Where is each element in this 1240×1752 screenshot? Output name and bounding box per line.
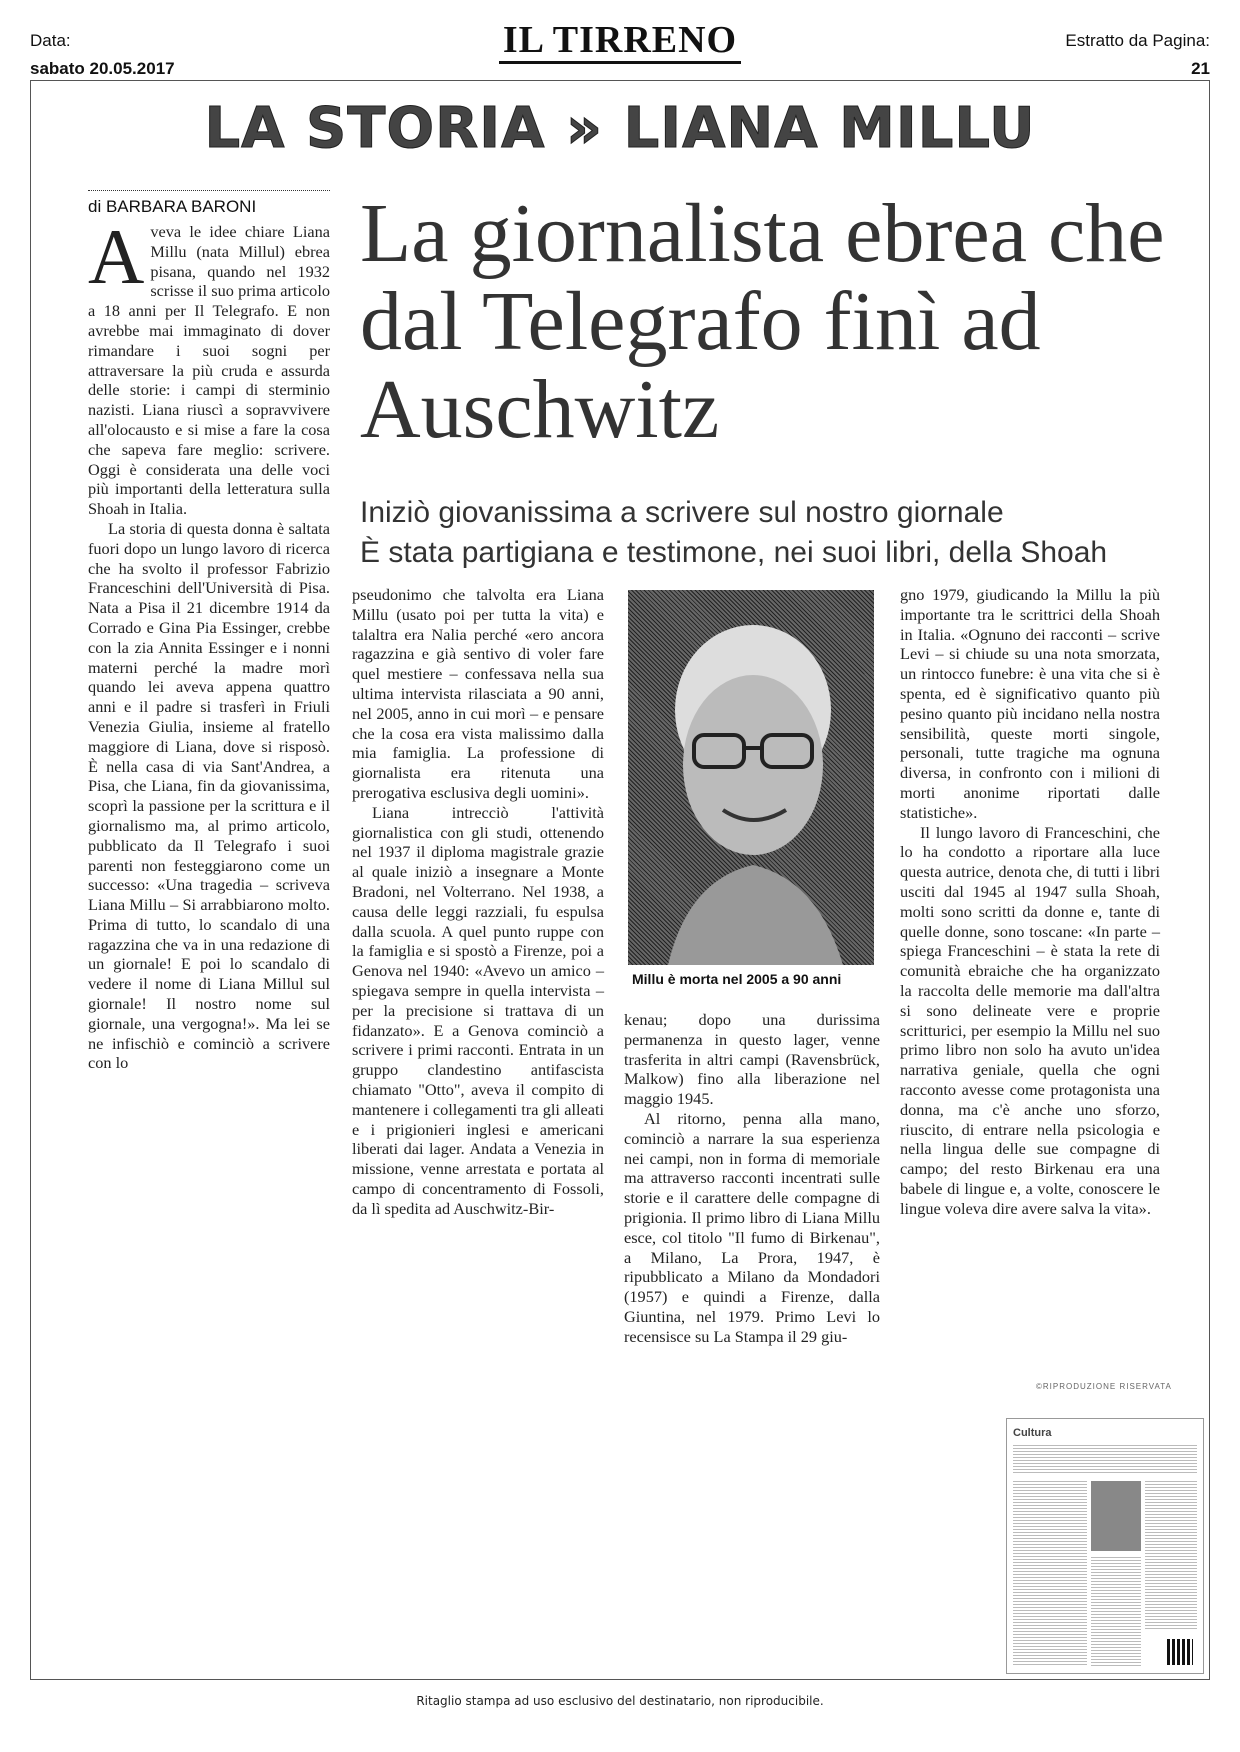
portrait-illustration: [628, 590, 874, 965]
article-column-3: [624, 1010, 880, 1347]
thumbnail-section: Cultura: [1013, 1427, 1052, 1439]
article-column-4: [900, 585, 1160, 1219]
paragraph-text: veva le idee chiare Liana Millu (nata Millul) ebrea pisana, quando nel 1932 scrisse il suo prima articolo a 18 anni per Il Telegrafo. E non avrebbe mai immaginato di dover rimandare i suoi sogni per attraversare la più cruda e assurda delle storie: i campi di sterminio nazisti. Liana riuscì a sopravvivere all'olocausto e si mise a fare la cosa che sapeva fare meglio: scrivere. Oggi è considerata una delle voci più importanti della letteratura sulla Shoah in Italia.: [88, 222, 330, 519]
kicker: LA STORIA » LIANA MILLU: [204, 96, 1036, 161]
paragraph: La storia di questa donna è saltata fuori dopo un lungo lavoro di ricerca che ha svolto il professor Fabrizio Franceschini dell'Università di Pisa. Nata a Pisa il 21 dicembre 1914 da Corrado e Gina Pia Essinger, crebbe con la zia Annita Essinger e i nonni materni perché la madre morì quando lei aveva appena quattro anni e il padre si trasferì in Friuli Venezia Giulia, insieme al fratello maggiore di Liana, dove si risposò. È nella casa di via Sant'Andrea, a Pisa, che Liana, fin da giovanissima, scoprì la passione per la scrittura e il giornalismo ma, al primo articolo, pubblicato da Il Telegrafo i suoi parenti non festeggiarono come un successo: «Una tragedia – scriveva Liana Millu – Si arrabbiarono molto. Prima di tutto, lo scandalo di una ragazzina che va in una redazione di un giornale! E poi lo scandalo di vedere il nome di Liana Millul sul giornale! Il nostro nome sul giornale, una vergogna!». Ma lei se ne infischiò e cominciò a scrivere con lo: [88, 518, 330, 1073]
paragraph: [88, 213, 330, 519]
page-number: 21: [1191, 59, 1210, 78]
page-thumbnail: [1006, 1418, 1204, 1674]
masthead: [0, 18, 1240, 62]
footer-notice: Ritaglio stampa ad uso esclusivo del destinatario, non riproducibile.: [416, 1694, 824, 1708]
paragraph: gno 1979, giudicando la Millu la più importante tra le scrittrici della Shoah in Italia. «Ognuno dei racconti – scrive Levi – si chiude su una nota smorzata, un rintocco funebre: è una vita che si è spenta, ed è significativo quanto più pesino quanto più incidano nella nostra sensibilità, queste morti singole, personali, tutte tragiche ma ognuna diversa, in confronto con i milioni di morti anonime riportati dalle statistiche».: [900, 585, 1160, 822]
page-label: Estratto da Pagina:: [1065, 31, 1210, 50]
subheadline-line-2: È stata partigiana e testimone, nei suoi libri, della Shoah: [360, 536, 1108, 569]
byline: di BARBARA BARONI: [88, 190, 330, 217]
date-label: Data:: [30, 31, 71, 50]
paragraph: pseudonimo che talvolta era Liana Millu (usato poi per tutta la vita) e talaltra era Nalia perché «ero ancora ragazzina e già sentivo di voler fare quel mestiere – confessava nella sua ultima intervista rilasciata a 90 anni, nel 2005, anno in cui morì – e pensare che la cosa era vista malissimo dalla mia famiglia. La professione di giornalista era ritenuta una prerogativa esclusiva degli uomini».: [352, 585, 604, 802]
thumbnail-text-block: [1013, 1445, 1197, 1475]
copyright-credit: ©RIPRODUZIONE RISERVATA: [1036, 1382, 1172, 1391]
drop-cap: A: [88, 213, 145, 300]
paragraph: Liana intrecciò l'attività giornalistica con gli studi, ottenendo nel 1937 il diploma magistrale grazie al quale iniziò a insegnare a Monte Bradoni, nel Volterrano. Nel 1938, a causa delle leggi razziali, fu espulsa dalla scuola. A quel punto ruppe con la famiglia e si spostò a Firenze, poi a Genova nel 1940: «Avevo un amico – spiegava sempre in quella intervista – per la precisione si trattava di un fidanzato». E a Genova cominciò a scrivere i primi racconti. Entrata in un gruppo clandestino antifascista chiamato "Otto", aveva il compito di mantenere i collegamenti tra gli alleati e i prigionieri inglesi e americani liberati dai lager. Andata a Venezia in missione, venne arrestata e portata al campo di concentramento di Fossoli, da lì spedita ad Auschwitz-Bir-: [352, 802, 604, 1218]
page-block: [1065, 27, 1210, 83]
subheadline: [360, 493, 1200, 573]
article-column-1: [88, 213, 330, 1073]
thumbnail-qr-code: [1167, 1639, 1193, 1665]
paragraph: Al ritorno, penna alla mano, cominciò a narrare la sua esperienza nei campi, non in forma di memoriale ma attraverso racconti incentrati sulle storie e il carattere delle compagne di prigionia. Il primo libro di Liana Millu esce, col titolo "Il fumo di Birkenau", a Milano, La Prora, 1947, è ripubblicato a Milano da Mondadori (1957) e quindi a Firenze, dalla Giuntina, nel 1979. Primo Levi lo recensisce su La Stampa il 29 giu-: [624, 1108, 880, 1346]
paragraph: Il lungo lavoro di Franceschini, che lo ha condotto a riportare alla luce questa autrice, denota che, di tutti i libri usciti dal 1945 al 1947 sulla Shoah, molti sono scritti da donne e, tante di quelle donne, sono toscane: «In parte – spiega Franceschini – è stata la rete di comunità ebraiche che ha organizzato la raccolta delle memorie ma dall'altra si sono delineate vere e proprie scritturici, per esempio la Millu nel suo primo libro non solo ha avuto un'idea narrativa geniale, quella che ogni racconto avesse come protagonista una donna, ma c'è anche uno sforzo, riuscito, di entrare nella psicologia e nella lingua delle sue compagne di campo; del resto Birkenau era una babele di lingue e, a volte, conoscere le lingue voleva dire avere salva la vita».: [900, 822, 1160, 1218]
portrait-photo: [628, 590, 874, 965]
photo-caption: Millu è morta nel 2005 a 90 anni: [632, 971, 842, 987]
thumbnail-text-block: [1145, 1481, 1197, 1631]
masthead-text: IL TIRRENO: [499, 19, 741, 64]
headline: La giornalista ebrea che dal Telegrafo finì ad Auschwitz: [360, 187, 1165, 456]
paragraph: kenau; dopo una durissima permanenza in questo lager, venne trasferita in altri campi (Ravensbrück, Malkow) fino alla liberazione nel maggio 1945.: [624, 1010, 880, 1109]
subheadline-line-1: Iniziò giovanissima a scrivere sul nostro giornale: [360, 496, 1004, 529]
thumbnail-photo: [1091, 1481, 1141, 1551]
page-header: [0, 0, 1240, 80]
article-column-2: [352, 585, 604, 1219]
date-value: sabato 20.05.2017: [30, 59, 175, 78]
thumbnail-text-block: [1013, 1481, 1087, 1667]
thumbnail-text-block: [1091, 1557, 1141, 1667]
